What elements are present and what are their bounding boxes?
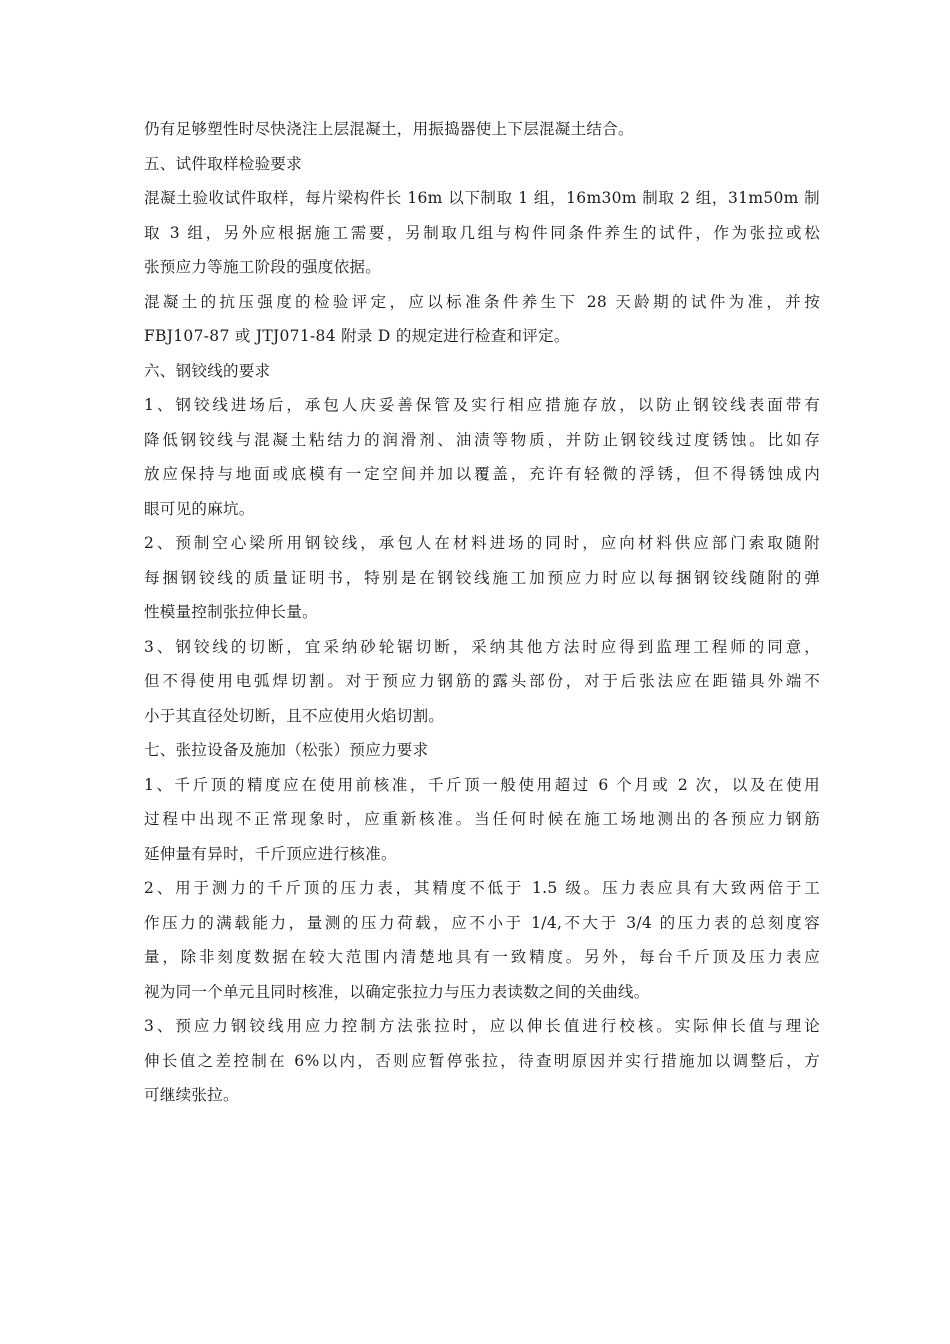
text-line: 可继续张拉。: [144, 1086, 239, 1104]
text-line: 取 3 组，另外应根据施工需要，另制取几组与构件同条件养生的试件，作为张拉或松: [144, 223, 820, 242]
text-line: 视为同一个单元且同时核准，以确定张拉力与压力表读数之间的关曲线。: [144, 982, 650, 1001]
text-line: 伸长值之差控制在 6%以内，否则应暂停张拉，待查明原因并实行措施加以调整后，方: [144, 1051, 820, 1070]
text-line: FBJ107-87 或 JTJ071-84 附录 D 的规定进行检查和评定。: [144, 327, 570, 345]
text-line: 混凝土的抗压强度的检验评定，应以标准条件养生下 28 天龄期的试件为准，并按: [144, 292, 820, 311]
text-line: 2、用于测力的千斤顶的压力表，其精度不低于 1.5 级。压力表应具有大致两倍于工: [144, 879, 820, 897]
text-line: 性模量控制张拉伸长量。: [144, 603, 318, 621]
text-line: 1、千斤顶的精度应在使用前核准，千斤顶一般使用超过 6 个月或 2 次，以及在使用: [144, 775, 820, 794]
text-line: 眼可见的麻坑。: [144, 499, 255, 518]
text-line: 混凝土验收试件取样，每片梁构件长 16m 以下制取 1 组，16m30m 制取 2 组，31m50m 制: [144, 189, 820, 207]
text-line: 小于其直径处切断，且不应使用火焰切割。: [144, 706, 445, 725]
text-line: 3、钢铰线的切断，宜采纳砂轮锯切断，采纳其他方法时应得到监理工程师的同意，: [144, 637, 820, 656]
text-line: 3、预应力钢铰线用应力控制方法张拉时，应以伸长值进行校核。实际伸长值与理论: [144, 1017, 820, 1035]
text-line: 放应保持与地面或底模有一定空间并加以覆盖，充许有轻微的浮锈，但不得锈蚀成内: [144, 465, 820, 483]
text-line: 降低钢铰线与混凝土粘结力的润滑剂、油渍等物质，并防止钢铰线过度锈蚀。比如存: [144, 430, 820, 449]
text-line: 但不得使用电弧焊切割。对于预应力钢筋的露头部份，对于后张法应在距锚具外端不: [144, 672, 820, 690]
text-line: 六、钢铰线的要求: [144, 361, 271, 380]
text-line: 1、钢铰线进场后，承包人庆妥善保管及实行相应措施存放，以防止钢铰线表面带有: [144, 396, 820, 414]
text-line: 作压力的满载能力，量测的压力荷载，应不小于 1/4,不大于 3/4 的压力表的总刻度容: [144, 913, 820, 932]
text-line: 七、张拉设备及施加（松张）预应力要求: [144, 741, 429, 759]
text-line: 每捆钢铰线的质量证明书，特别是在钢铰线施工加预应力时应以每捆钢铰线随附的弹: [144, 568, 820, 587]
document-body: [144, 112, 820, 1113]
text-line: 过程中出现不正常现象时，应重新核准。当任何时候在施工场地测出的各预应力钢筋: [144, 810, 820, 828]
text-line: 2、预制空心梁所用钢铰线，承包人在材料进场的同时，应向材料供应部门索取随附: [144, 534, 820, 552]
text-line: 张预应力等施工阶段的强度依据。: [144, 258, 382, 276]
text-line: 延伸量有异时，千斤顶应进行核准。: [144, 844, 397, 863]
text-line: 仍有足够塑性时尽快浇注上层混凝土，用振捣器使上下层混凝土结合。: [144, 120, 634, 138]
text-line: 量，除非刻度数据在较大范围内清楚地具有一致精度。另外，每台千斤顶及压力表应: [144, 948, 820, 966]
text-line: 五、试件取样检验要求: [144, 154, 303, 173]
